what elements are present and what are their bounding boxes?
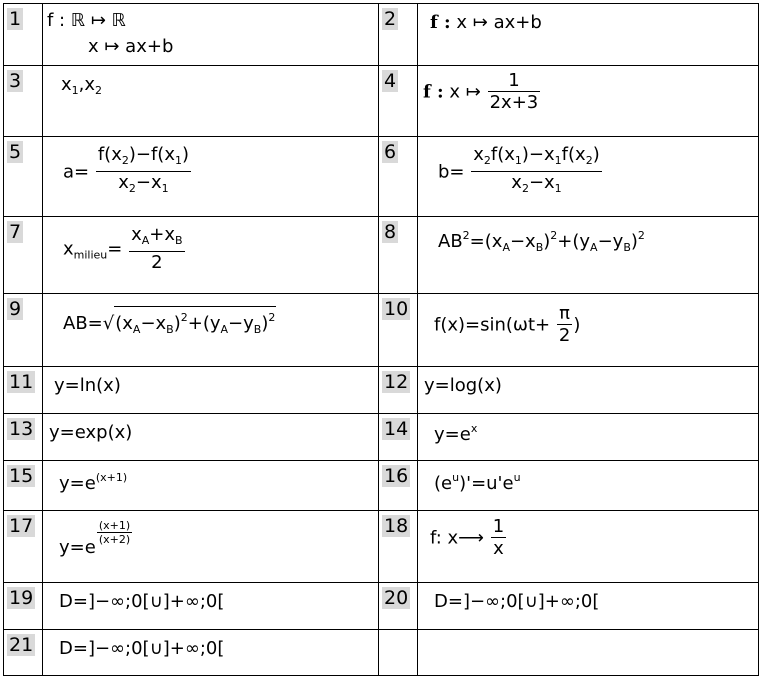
row-number-cell [4, 461, 43, 511]
formula-cell [418, 414, 759, 461]
formula-cell [418, 137, 759, 217]
row-number-cell [379, 583, 418, 630]
table-row [4, 66, 759, 137]
row-number-cell [4, 414, 43, 461]
table-row [4, 511, 759, 583]
formula-text: x ↦ ax+b [456, 12, 542, 33]
row-number: 18 [384, 515, 409, 537]
row-number: 17 [9, 515, 34, 537]
formula-function-definition [47, 8, 173, 60]
table-row [4, 4, 759, 66]
denominator: x [493, 538, 504, 559]
row-number-cell [379, 137, 418, 217]
row-number: 3 [9, 70, 22, 92]
row-number-cell [4, 66, 43, 137]
formula-cell [43, 414, 379, 461]
row-number: 12 [384, 371, 409, 393]
row-number-cell [4, 217, 43, 294]
formula-cell [418, 511, 759, 583]
formula-cell [43, 461, 379, 511]
row-number-cell [4, 367, 43, 414]
table-row [4, 414, 759, 461]
row-number-cell [379, 4, 418, 66]
row-number-cell [4, 583, 43, 630]
row-number: 7 [9, 221, 22, 243]
formula-distance: $AB=√(x_A-x_B)^2+(y_A-y_B)^2$ [63, 306, 276, 341]
empty-cell [418, 630, 759, 676]
fraction [491, 517, 506, 560]
formula-table [3, 3, 759, 676]
formula-e-power-x-plus-1: $y=e^{(x+1)}$ [59, 471, 128, 494]
row-number-cell [379, 217, 418, 294]
table-row [4, 367, 759, 414]
formula-cell [418, 367, 759, 414]
table-row [4, 461, 759, 511]
formula-exp: y=exp(x) [49, 422, 133, 443]
formula-text: x ↦ [449, 81, 481, 103]
row-number-cell [4, 4, 43, 66]
formula-cell [43, 367, 379, 414]
table-row [4, 217, 759, 294]
row-number-cell [4, 294, 43, 367]
row-number-cell [379, 414, 418, 461]
formula-cell [43, 630, 379, 676]
row-number-cell [379, 511, 418, 583]
formula-cell [43, 66, 379, 137]
row-number-cell [379, 66, 418, 137]
formula-domain: D=]−∞;0[∪]+∞;0[ [434, 591, 600, 612]
fraction [488, 71, 541, 114]
formula-cell [418, 583, 759, 630]
formula-line: x ↦ ax+b [88, 36, 174, 57]
formula-ln: y=ln(x) [54, 375, 121, 396]
formula-cell [43, 217, 379, 294]
formula-f: f : [430, 12, 451, 33]
formula-cell [43, 4, 379, 66]
row-number-cell [4, 630, 43, 676]
row-number: 13 [9, 418, 34, 440]
row-number: 16 [384, 465, 409, 487]
formula-e-power-fraction: y=e $\frac{(x+1)}{(x+2)}$ [59, 519, 131, 558]
row-number-cell [379, 367, 418, 414]
formula-cell [43, 294, 379, 367]
formula-rational: f : x ↦ $\frac{1}{2x+3}$ [423, 70, 539, 113]
formula-distance-squared: $AB^2=(x_A-x_B)^2+(y_A-y_B)^2$ [438, 229, 645, 254]
row-number: 20 [384, 587, 409, 609]
formula-intercept: b= $\frac{x_2f(x_1)-x_1f(x_2)}{x_2-x_1}$ [438, 144, 600, 195]
row-number-cell [379, 630, 418, 676]
row-number: 9 [9, 298, 22, 320]
row-number-cell [379, 461, 418, 511]
formula-midpoint: $x_{milieu}=$ $\frac{x_A+x_B}{2}$ [63, 224, 183, 273]
formula-domain: D=]−∞;0[∪]+∞;0[ [59, 638, 225, 659]
row-number: 6 [384, 141, 397, 163]
formula-domain: D=]−∞;0[∪]+∞;0[ [59, 591, 225, 612]
table-row [4, 137, 759, 217]
formula-cell [418, 66, 759, 137]
formula-sine: f(x)=sin(ωt+ $\frac{\pi}{2}$ ) [434, 303, 581, 346]
row-number: 1 [9, 8, 22, 30]
formula-text: f: x⟶ [430, 527, 484, 549]
formula-e-power-x: $y=e^x$ [434, 422, 478, 445]
table-row [4, 630, 759, 676]
formula-cell [418, 4, 759, 66]
row-number: 15 [9, 465, 34, 487]
formula-cell [43, 583, 379, 630]
formula-cell [43, 137, 379, 217]
table-row [4, 294, 759, 367]
row-number: 14 [384, 418, 409, 440]
row-number: 4 [384, 70, 397, 92]
denominator: 2x+3 [489, 92, 539, 113]
row-number-cell [379, 294, 418, 367]
row-number: 11 [9, 371, 34, 393]
row-number: 2 [384, 8, 397, 30]
formula-slope: a= $\frac{f(x_2)-f(x_1)}{x_2-x_1}$ [63, 144, 190, 195]
formula-inverse [430, 517, 507, 560]
table-row [4, 583, 759, 630]
row-number-cell [4, 511, 43, 583]
row-number: 21 [9, 634, 34, 656]
numerator: 1 [492, 516, 505, 537]
formula-log: y=log(x) [424, 375, 502, 396]
formula-cell [418, 294, 759, 367]
row-number-cell [4, 137, 43, 217]
formula-cell [418, 461, 759, 511]
numerator: 1 [488, 71, 541, 92]
formula-cell [418, 217, 759, 294]
formula-x1-x2: $x_1,x_2$ [61, 74, 103, 97]
formula-cell [43, 511, 379, 583]
row-number: 19 [9, 587, 34, 609]
row-number: 10 [384, 298, 409, 320]
formula-derivative-e-u: $(e^u)'=u'e^u$ [434, 471, 521, 494]
formula-line: f : ℝ ↦ ℝ [47, 10, 126, 31]
row-number: 8 [384, 221, 397, 243]
row-number: 5 [9, 141, 22, 163]
formula-affine [430, 12, 542, 33]
